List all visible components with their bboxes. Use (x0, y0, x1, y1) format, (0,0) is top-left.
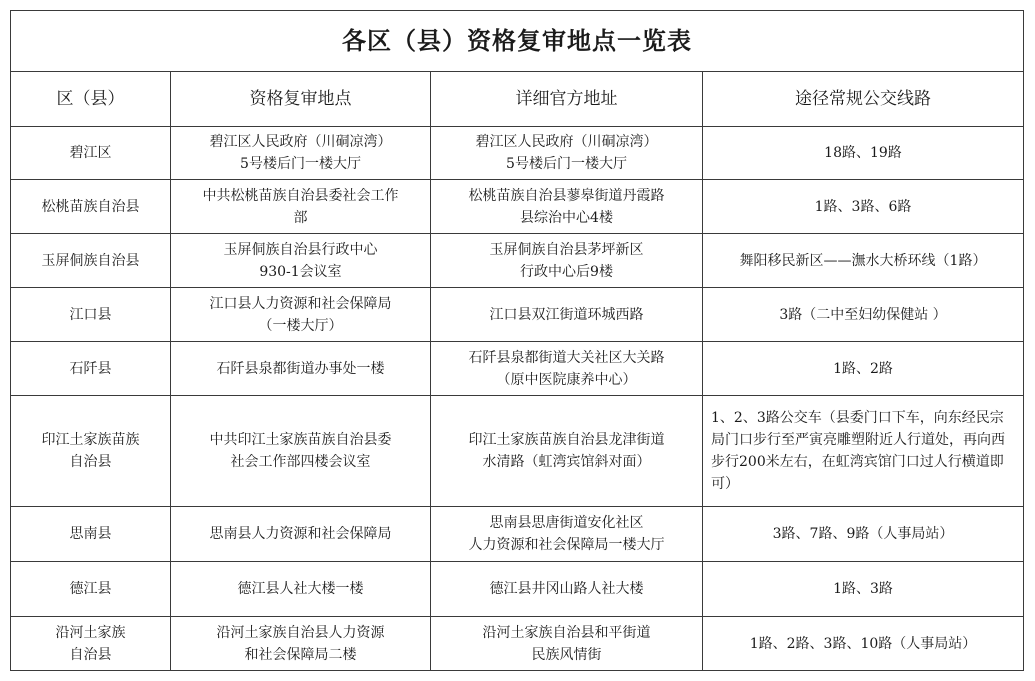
table-row (11, 562, 1024, 617)
header-district: 区（县） (11, 72, 171, 127)
routes-cell: 1、2、3路公交车（县委门口下车，向东经民宗局门口步行至严寅亮雕塑附近人行道处，再向西步行200米左右，在虹湾宾馆门口过人行横道即可） (703, 396, 1024, 507)
routes-cell: 3路（二中至妇幼保健站 ） (703, 288, 1024, 342)
table-row (11, 234, 1024, 288)
address-cell: 碧江区人民政府（川硐凉湾） 5号楼后门一楼大厅 (431, 127, 703, 180)
address-cell: 德江县井冈山路人社大楼 (431, 562, 703, 617)
venue-cell: 中共印江土家族苗族自治县委 社会工作部四楼会议室 (171, 396, 431, 507)
title-row (11, 11, 1024, 72)
venue-cell: 石阡县泉都街道办事处一楼 (171, 342, 431, 396)
venue-cell: 碧江区人民政府（川硐凉湾） 5号楼后门一楼大厅 (171, 127, 431, 180)
header-address: 详细官方地址 (431, 72, 703, 127)
routes-cell: 3路、7路、9路（人事局站） (703, 507, 1024, 562)
table-row (11, 617, 1024, 671)
routes-cell: 舞阳移民新区——潕水大桥环线（1路） (703, 234, 1024, 288)
routes-cell: 1路、3路 (703, 562, 1024, 617)
review-locations-table (10, 10, 1024, 671)
district-cell: 沿河土家族 自治县 (11, 617, 171, 671)
header-row (11, 72, 1024, 127)
district-cell: 松桃苗族自治县 (11, 180, 171, 234)
table-row (11, 127, 1024, 180)
document-sheet (10, 10, 1023, 671)
table-row (11, 507, 1024, 562)
district-cell: 江口县 (11, 288, 171, 342)
venue-cell: 思南县人力资源和社会保障局 (171, 507, 431, 562)
venue-cell: 德江县人社大楼一楼 (171, 562, 431, 617)
district-cell: 印江土家族苗族 自治县 (11, 396, 171, 507)
district-cell: 石阡县 (11, 342, 171, 396)
header-venue: 资格复审地点 (171, 72, 431, 127)
address-cell: 印江土家族苗族自治县龙津街道 水清路（虹湾宾馆斜对面） (431, 396, 703, 507)
address-cell: 江口县双江街道环城西路 (431, 288, 703, 342)
address-cell: 思南县思唐街道安化社区 人力资源和社会保障局一楼大厅 (431, 507, 703, 562)
routes-cell: 1路、2路、3路、10路（人事局站） (703, 617, 1024, 671)
header-routes: 途径常规公交线路 (703, 72, 1024, 127)
district-cell: 玉屏侗族自治县 (11, 234, 171, 288)
district-cell: 德江县 (11, 562, 171, 617)
table-row (11, 180, 1024, 234)
routes-cell: 1路、3路、6路 (703, 180, 1024, 234)
table-title: 各区（县）资格复审地点一览表 (11, 11, 1024, 72)
table-row (11, 342, 1024, 396)
district-cell: 碧江区 (11, 127, 171, 180)
table-row (11, 396, 1024, 507)
address-cell: 玉屏侗族自治县茅坪新区 行政中心后9楼 (431, 234, 703, 288)
routes-cell: 18路、19路 (703, 127, 1024, 180)
routes-cell: 1路、2路 (703, 342, 1024, 396)
venue-cell: 江口县人力资源和社会保障局 （一楼大厅） (171, 288, 431, 342)
venue-cell: 中共松桃苗族自治县委社会工作 部 (171, 180, 431, 234)
address-cell: 沿河土家族自治县和平街道 民族风情街 (431, 617, 703, 671)
venue-cell: 玉屏侗族自治县行政中心 930-1会议室 (171, 234, 431, 288)
district-cell: 思南县 (11, 507, 171, 562)
address-cell: 松桃苗族自治县蓼皋街道丹霞路 县综治中心4楼 (431, 180, 703, 234)
address-cell: 石阡县泉都街道大关社区大关路 （原中医院康养中心） (431, 342, 703, 396)
venue-cell: 沿河土家族自治县人力资源 和社会保障局二楼 (171, 617, 431, 671)
table-row (11, 288, 1024, 342)
